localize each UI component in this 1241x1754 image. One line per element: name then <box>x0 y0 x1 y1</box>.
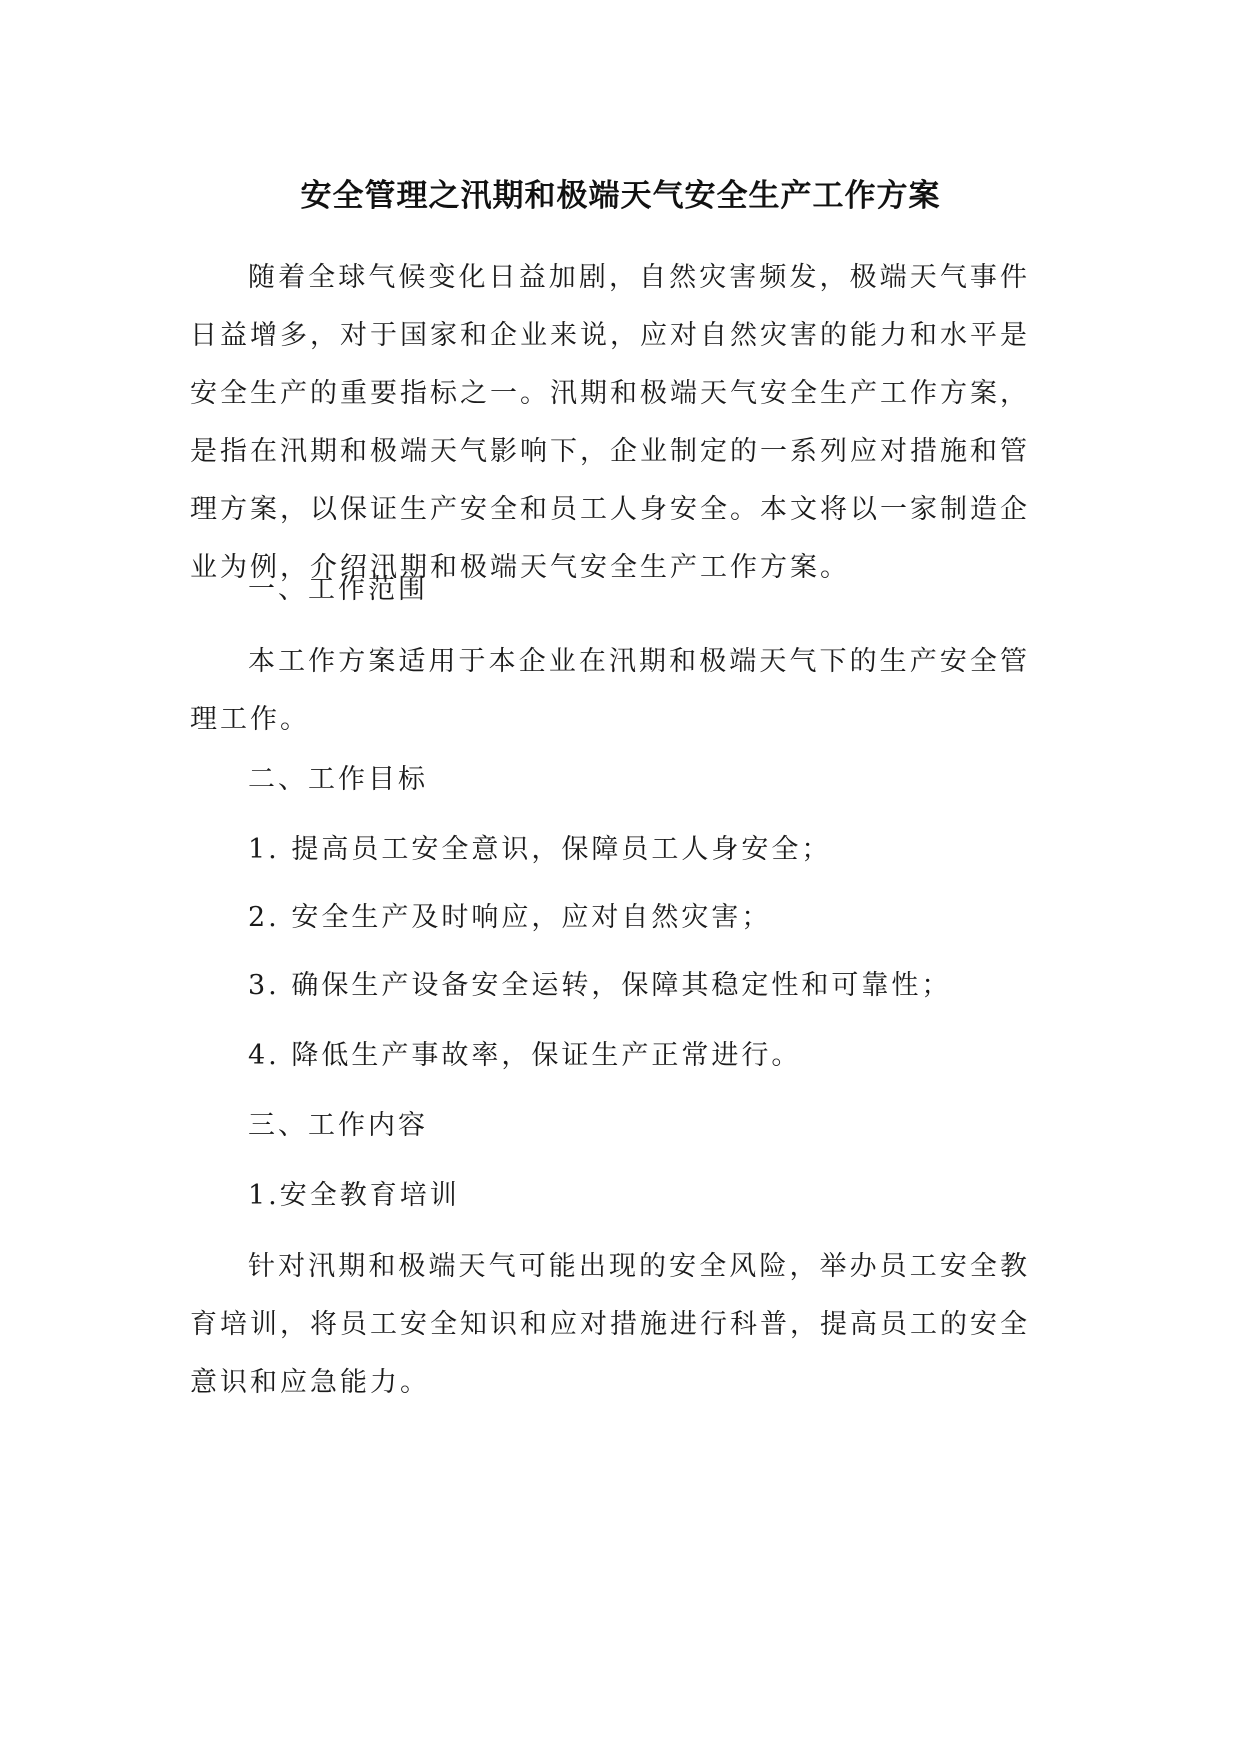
subsection-3-1-body: 针对汛期和极端天气可能出现的安全风险，举办员工安全教育培训，将员工安全知识和应对措施进行科普，提高员工的安全意识和应急能力。 <box>190 1251 1030 1398</box>
section-2-heading: 二、工作目标 <box>248 764 428 795</box>
goal-item-2: 2. 安全生产及时响应，应对自然灾害； <box>248 902 772 933</box>
subsection-3-1-heading: 1.安全教育培训 <box>248 1180 460 1211</box>
section-1-heading: 一、工作范围 <box>248 574 428 605</box>
section-3-heading: 三、工作内容 <box>248 1110 428 1141</box>
intro-paragraph: 随着全球气候变化日益加剧，自然灾害频发，极端天气事件日益增多，对于国家和企业来说，应对自然灾害的能力和水平是安全生产的重要指标之一。汛期和极端天气安全生产工作方案，是指在汛期和极端天气影响下，企业制定的一系列应对措施和管理方案，以保证生产安全和员工人身安全。本文将以一家制造企业为例，介绍汛期和极端天气安全生产工作方案。 <box>190 262 1030 583</box>
goal-item-1: 1. 提高员工安全意识，保障员工人身安全； <box>248 834 832 865</box>
goal-item-3: 3. 确保生产设备安全运转，保障其稳定性和可靠性； <box>248 970 952 1001</box>
goal-item-4: 4. 降低生产事故率，保证生产正常进行。 <box>248 1040 802 1071</box>
section-1-body: 本工作方案适用于本企业在汛期和极端天气下的生产安全管理工作。 <box>190 646 1030 735</box>
document-title: 安全管理之汛期和极端天气安全生产工作方案 <box>300 178 941 214</box>
